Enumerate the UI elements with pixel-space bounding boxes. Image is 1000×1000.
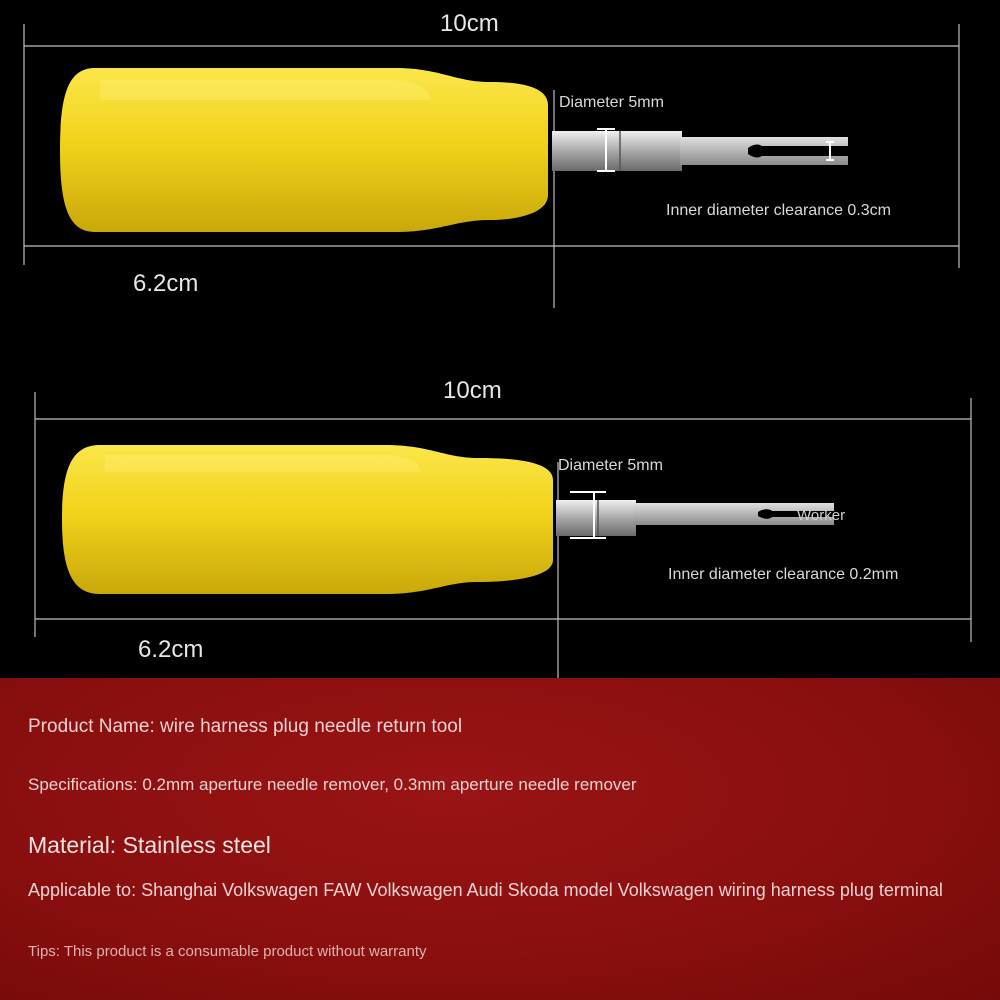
product-specifications: Specifications: 0.2mm aperture needle remover, 0.3mm aperture needle remover [28, 775, 637, 794]
top-total-length-label: 10cm [440, 10, 499, 37]
top-diameter-label: Diameter 5mm [559, 94, 664, 111]
product-applicable: Applicable to: Shanghai Volkswagen FAW Volkswagen Audi Skoda model Volkswagen wiring harness plug terminal [28, 880, 943, 900]
product-info-banner [0, 678, 1000, 1000]
product-name: Product Name: wire harness plug needle return tool [28, 716, 463, 737]
bottom-total-length-label: 10cm [443, 377, 502, 404]
product-tips: Tips: This product is a consumable product without warranty [28, 943, 427, 960]
top-handle-length-label: 6.2cm [133, 270, 199, 297]
bottom-tip-label: Worker [797, 507, 846, 524]
bottom-tool-shaft [556, 500, 636, 536]
bottom-handle-length-label: 6.2cm [138, 636, 204, 663]
top-tool-fork [760, 146, 852, 156]
top-tool-handle-highlight [100, 80, 430, 100]
product-material: Material: Stainless steel [28, 832, 271, 858]
bottom-clearance-label: Inner diameter clearance 0.2mm [668, 566, 899, 583]
bottom-diameter-label: Diameter 5mm [558, 457, 663, 474]
bottom-tool-handle-highlight [105, 455, 420, 472]
top-clearance-label: Inner diameter clearance 0.3cm [666, 202, 891, 219]
top-tool-shaft [552, 131, 682, 171]
